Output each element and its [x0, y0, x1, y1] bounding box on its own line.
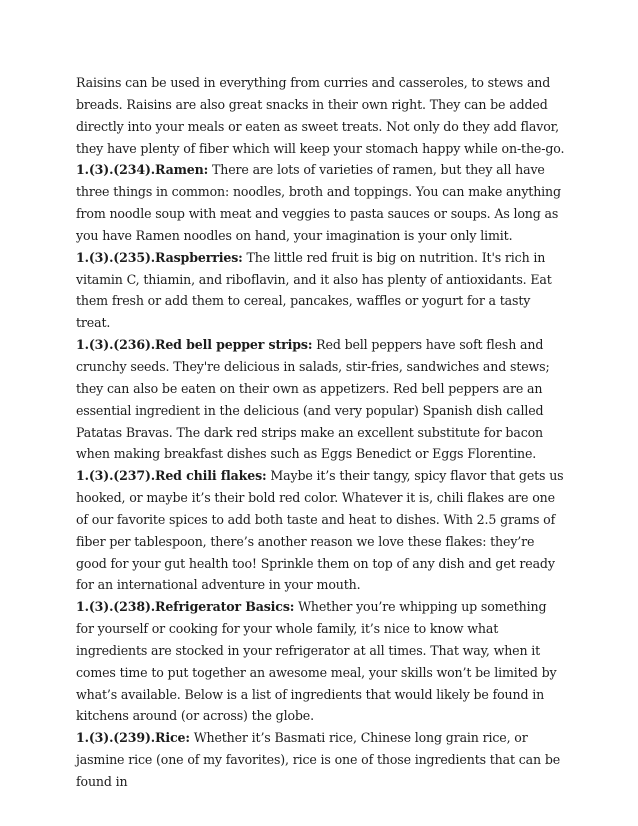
entry-heading: 1.(3).(235).Raspberries:: [76, 249, 243, 265]
entry-heading: 1.(3).(239).Rice:: [76, 730, 190, 746]
entry-raspberries: [76, 247, 566, 334]
intro-paragraph: Raisins can be used in everything from curries and casseroles, to stews and breads. Raisins are also great snacks in their own right. They can be added directly into your meals or eaten as sweet treats. Not only do they add flavor, they have plenty of fiber which will keep your stomach happy while on-the-go.: [76, 75, 565, 156]
entry-body: Whether you’re whipping up something for yourself or cooking for your whole family, it’s nice to know what ingredients are stocked in your refrigerator at all times. That way, when it comes time to put together an awesome meal, your skills won’t be limited by what’s available. Below is a list of ingredients that would likely be found in kitchens around (or across) the globe.: [76, 599, 557, 724]
entry-heading: 1.(3).(236).Red bell pepper strips:: [76, 337, 313, 353]
entry-red-chili-flakes: [76, 465, 566, 596]
entry-body: The little red fruit is big on nutrition. It's rich in vitamin C, thiamin, and riboflavin, and it also has plenty of antioxidants. Eat them fresh or add them to cereal, pancakes, waffles or yogurt for a tasty treat.: [76, 249, 552, 331]
entry-red-bell-pepper-strips: [76, 334, 566, 465]
entry-rice: [76, 727, 566, 793]
entry-heading: 1.(3).(234).Ramen:: [76, 162, 209, 178]
entry-refrigerator-basics: [76, 596, 566, 727]
entry-heading: 1.(3).(238).Refrigerator Basics:: [76, 599, 295, 615]
entry-body: Maybe it’s their tangy, spicy flavor that gets us hooked, or maybe it’s their bold red color. Whatever it is, chili flakes are one of our favorite spices to add both taste and heat to dishes. With 2.5 grams of fiber per tablespoon, there’s another reason we love these flakes: they’re good for your gut health too! Sprinkle them on top of any dish and get ready for an international adventure in your mouth.: [76, 468, 564, 593]
entry-heading: 1.(3).(237).Red chili flakes:: [76, 468, 267, 484]
document-body: [76, 72, 566, 793]
entry-body: Whether it’s Basmati rice, Chinese long grain rice, or jasmine rice (one of my favorites), rice is one of those ingredients that can be found in: [76, 730, 561, 789]
entry-body: There are lots of varieties of ramen, but they all have three things in common: noodles, broth and toppings. You can make anything from noodle soup with meat and veggies to pasta sauces or soups. As long as you have Ramen noodles on hand, your imagination is your only limit.: [76, 162, 561, 243]
entry-ramen: [76, 159, 566, 246]
entry-body: Red bell peppers have soft flesh and crunchy seeds. They're delicious in salads, stir-fries, sandwiches and stews; they can also be eaten on their own as appetizers. Red bell peppers are an essential ingredient in the delicious (and very popular) Spanish dish called Patatas Bravas. The dark red strips make an excellent substitute for bacon when making breakfast dishes such as Eggs Benedict or Eggs Florentine.: [76, 337, 550, 462]
